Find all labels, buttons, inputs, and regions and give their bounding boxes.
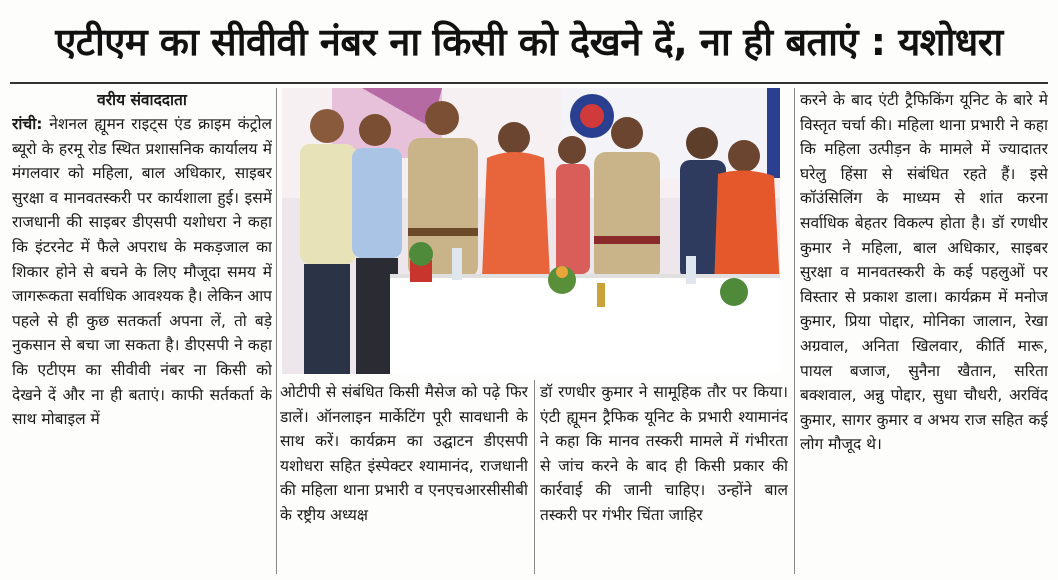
column-2-text: ओटीपी से संबंधित किसी मैसेज को पढ़े फिर डालें। ऑनलाइन मार्केटिंग पूरी सावधानी के साथ करें। कार्यक्रम का उद्घाटन डीएसपी यशोधरा सहित इंस्पेक्टर श्यामानंद, राजधानी की महिला थाना प्रभारी व एनएचआरसीसीबी के रष्ट्रीय अध्यक्ष [280, 383, 528, 524]
column-divider [794, 88, 795, 574]
column-1-text [12, 112, 272, 432]
column-divider [534, 380, 535, 574]
event-photo [282, 88, 780, 374]
column-3-text: डॉ रणधीर कुमार ने सामूहिक तौर पर किया। एंटी ह्यूमन ट्रैफिक यूनिट के प्रभारी श्यामानंद ने कहा कि मानव तस्करी मामले में गंभीरता से जांच करने के बाद ही किसी प्रकार की कार्रवाई की जानी चाहिए। उन्होंने बाल तस्करी पर गंभीर चिंता जाहिर [540, 383, 788, 524]
headline: एटीएम का सीवीवी नंबर ना किसी को देखने दें, ना ही बताएं : यशोधरा [55, 20, 1003, 64]
article-column-1 [12, 88, 272, 574]
event-photo-illustration [282, 88, 780, 374]
headline-rule [10, 82, 1048, 84]
dateline: रांची: [12, 115, 43, 133]
article-column-3 [540, 380, 788, 575]
column-1-body: नेशनल ह्यूमन राइट्स एंड क्राइम कंट्रोल ब्यूरो के हरमू रोड स्थित प्रशासनिक कार्यालय में मंगलवार को महिला, बाल अधिकार, साइबर सुरक्षा व मानवतस्करी पर कार्यशाला हुई। इसमें राजधानी की साइबर डीएसपी यशोधरा ने कहा कि इंटरनेट में फैले अपराध के मकड़जाल का शिकार होने से बचने के लिए मौजूदा समय में जागरूकता सर्वाधिक आवश्यक है। लेकिन आप पहले से ही कुछ सतकर्ता अपना लें, तो बड़े नुकसान से बचा जा सकता है। डीएसपी ने कहा कि एटीएम का सीवीवी नंबर ना किसी को देखने दें और ना ही बताएं। काफी सर्तकर्ता के साथ मोबाइल में [12, 115, 272, 429]
article-column-4 [800, 88, 1048, 574]
article-column-2 [280, 380, 528, 575]
column-divider [276, 88, 277, 574]
byline: वरीय संवाददाता [97, 91, 187, 109]
column-4-text: करने के बाद एंटी ट्रैफिकिंग यूनिट के बारे मे विस्तृत चर्चा की। महिला थाना प्रभारी ने कहा कि महिला उत्पीड़न के मामले में ज्यादातर घरेलु हिंसा से संबंधित रहते हैं। इसे कॉउंसिलिंग के माध्यम से शांत करना सर्वाधिक बेहतर विकल्प होता है। डॉ रणधीर कुमार ने महिला, बाल अधिकार, साइबर सुरक्षा व मानवतस्करी के कई पहलुओं पर विस्तार से प्रकाश डाला। कार्यक्रम में मनोज कुमार, प्रिया पोद्दार, मोनिका जालान, रेखा अग्रवाल, अनिता खिलवार, कीर्ति मारू, पायल बजाज, सुनैना खैतान, सरिता बक्शवाल, अन्नु पोद्दार, सुधा चौधरी, अरविंद कुमार, सागर कुमार व अभय राज सहित कई लोग मौजूद थे। [800, 91, 1048, 454]
